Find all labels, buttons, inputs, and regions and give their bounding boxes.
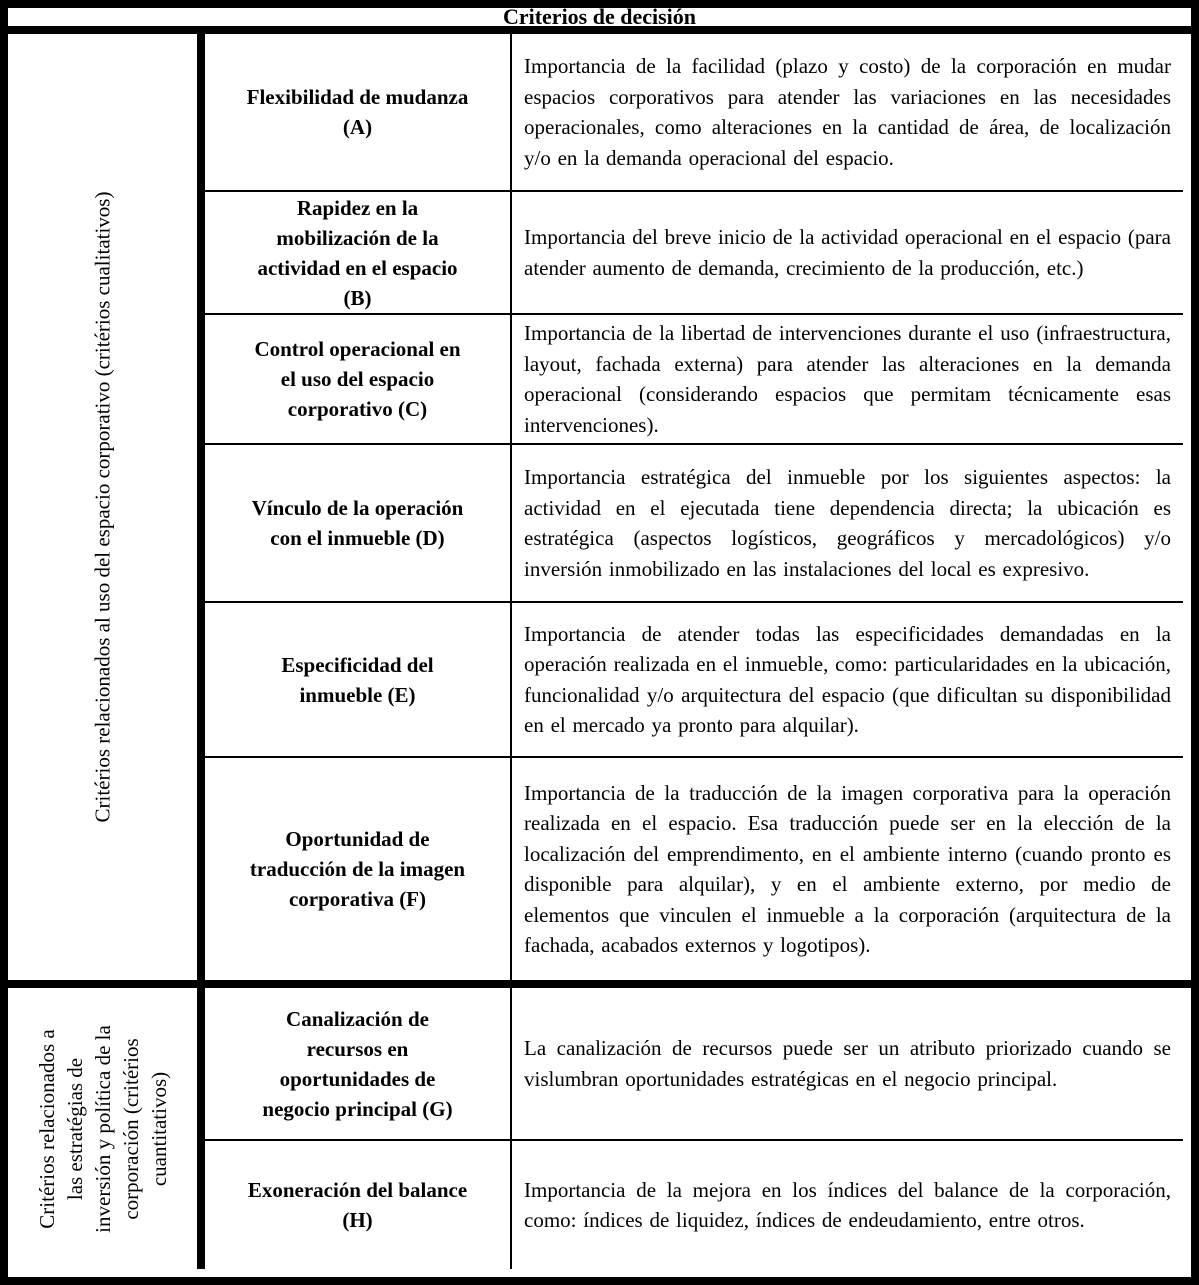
qualitative-section [8,34,1191,980]
criterion-name-H [205,1141,512,1269]
criterion-name-C [205,315,512,443]
criterion-description-text: Importancia del breve inicio de la actividad operacional en el espacio (para atender aumento de demanda, crecimiento de la producción, etc.) [524,225,1171,280]
criterion-description-A [512,34,1181,190]
quantitative-group-cell [8,988,205,1269]
criterion-label-line: Vínculo de la operación [251,496,464,520]
quantitative-rows [205,988,1183,1269]
criterion-label-line: Rapidez en la [296,195,419,220]
criterion-label-line: con el inmueble (D) [270,526,445,550]
criterion-label-line: el uso del espacio [280,367,435,391]
criterion-label-line: recursos en [306,1036,409,1061]
criterion-description-H [512,1141,1181,1269]
criterion-label-line: Control operacional en [254,337,461,361]
criterion-description-text: Importancia de la mejora en los índices del balance de la corporación, como: índices de liquidez, índices de endeudamiento, entre otros. [524,1177,1171,1232]
criterion-name-G [205,988,512,1139]
group-label-line: cuantitativos) [146,1071,171,1186]
criterion-description-text: Importancia de la libertad de intervenciones durante el uso (infraestructura, layout, fachada externa) para atender las alteraciones en la demanda operacional (considerando espacios que permitam técnicamente esas intervenciones). [524,321,1171,437]
criterion-label-line: corporativa (F) [288,887,427,911]
table-header [8,4,1191,34]
table-row-E [205,603,1183,758]
criterion-name-E [205,603,512,756]
criterion-description-text: Importancia de la traducción de la imagen corporativa para la operación realizada en el espacio. Esa traducción puede ser en la elección de la localización del emprendimento, en el ambiente interno (cuando pronto es disponible para alquilar), y en el ambiente externo, por medio de elementos que vinculen el inmueble a la corporación (arquitectura de la fachada, acabados externos y logotipos). [524,780,1171,957]
table-body [8,34,1191,1269]
criterion-description-text: Importancia de la facilidad (plazo y costo) de la corporación en mudar espacios corporativos para atender las variaciones en las necesidades operacionales, como alteraciones en la cantidad de área, de localización y/o en la demanda operacional del espacio. [524,54,1171,170]
criterion-label-line: Exoneración del balance [247,1178,468,1202]
criterion-name-A [205,34,512,190]
criterion-description-text: Importancia de atender todas las especificidades demandadas en la operación realizada en el inmueble, como: particularidades en la ubicación, funcionalidad y/o arquitectura del espacio (que dificultan su disponibilidad en el mercado ya pronto para alquilar). [524,621,1171,737]
criterion-name-D [205,445,512,601]
group-label-line: inversión y política de la [90,1024,115,1233]
criterion-label-line: corporativo (C) [287,397,428,421]
quantitative-group-label [33,991,173,1267]
qualitative-group-cell [8,34,205,980]
table-row-F [205,758,1183,980]
table-title: Criterios de decisión [502,4,697,29]
table-row-H [205,1141,1183,1269]
criterion-label-line: negocio principal (G) [262,1096,453,1121]
criterion-label-line: (B) [343,285,372,310]
table-row-G [205,988,1183,1141]
criterion-description-C [512,315,1181,443]
table-row-A [205,34,1183,192]
criterion-label-line: Oportunidad de [285,827,430,851]
criterion-description-B [512,192,1181,313]
group-label-line: las estratégias de [62,1057,87,1200]
criterion-label-line: inmueble (E) [299,682,416,707]
table-row-B [205,192,1183,315]
criterion-label-line: (H) [342,1208,373,1232]
qualitative-group-label: Critérios relacionados al uso del espacio corporativo (critérios cualitativos) [90,191,114,823]
criterion-label-line: Flexibilidad de mudanza [246,85,469,109]
criterion-label-line: traducción de la imagen [249,857,466,881]
criterion-description-text: La canalización de recursos puede ser un atributo priorizado cuando se vislumbran oportunidades estratégicas en el negocio principal. [524,1036,1171,1091]
criterion-description-text: Importancia estratégica del inmueble por los siguientes aspectos: la actividad en el ejecutada tiene dependencia directa; la ubicación es estratégica (aspectos logísticos, geográficos y mercadológicos) y/o inversión inmobilizado en las instalaciones del local es expresivo. [524,465,1171,581]
criterion-description-E [512,603,1181,756]
group-label-line: corporación (critérios [118,1037,143,1220]
table-row-C [205,315,1183,445]
criterion-label-line: oportunidades de [279,1066,436,1091]
qualitative-rows [205,34,1183,980]
criterion-name-B [205,192,512,313]
criterion-label-line: actividad en el espacio [257,255,458,280]
criterion-label-line: (A) [342,115,373,139]
criterion-name-F [205,758,512,980]
criterion-description-F [512,758,1181,980]
table-row-D [205,445,1183,603]
criterion-label-line: Canalización de [286,1006,429,1031]
group-label-line: Critérios relacionados a [34,1028,59,1229]
criterion-label-line: mobilización de la [276,225,439,250]
criterion-description-D [512,445,1181,601]
criterion-label-line: Especificidad del [281,652,434,677]
section-divider [8,980,1191,988]
quantitative-section [8,988,1191,1269]
criterion-description-G [512,988,1181,1139]
